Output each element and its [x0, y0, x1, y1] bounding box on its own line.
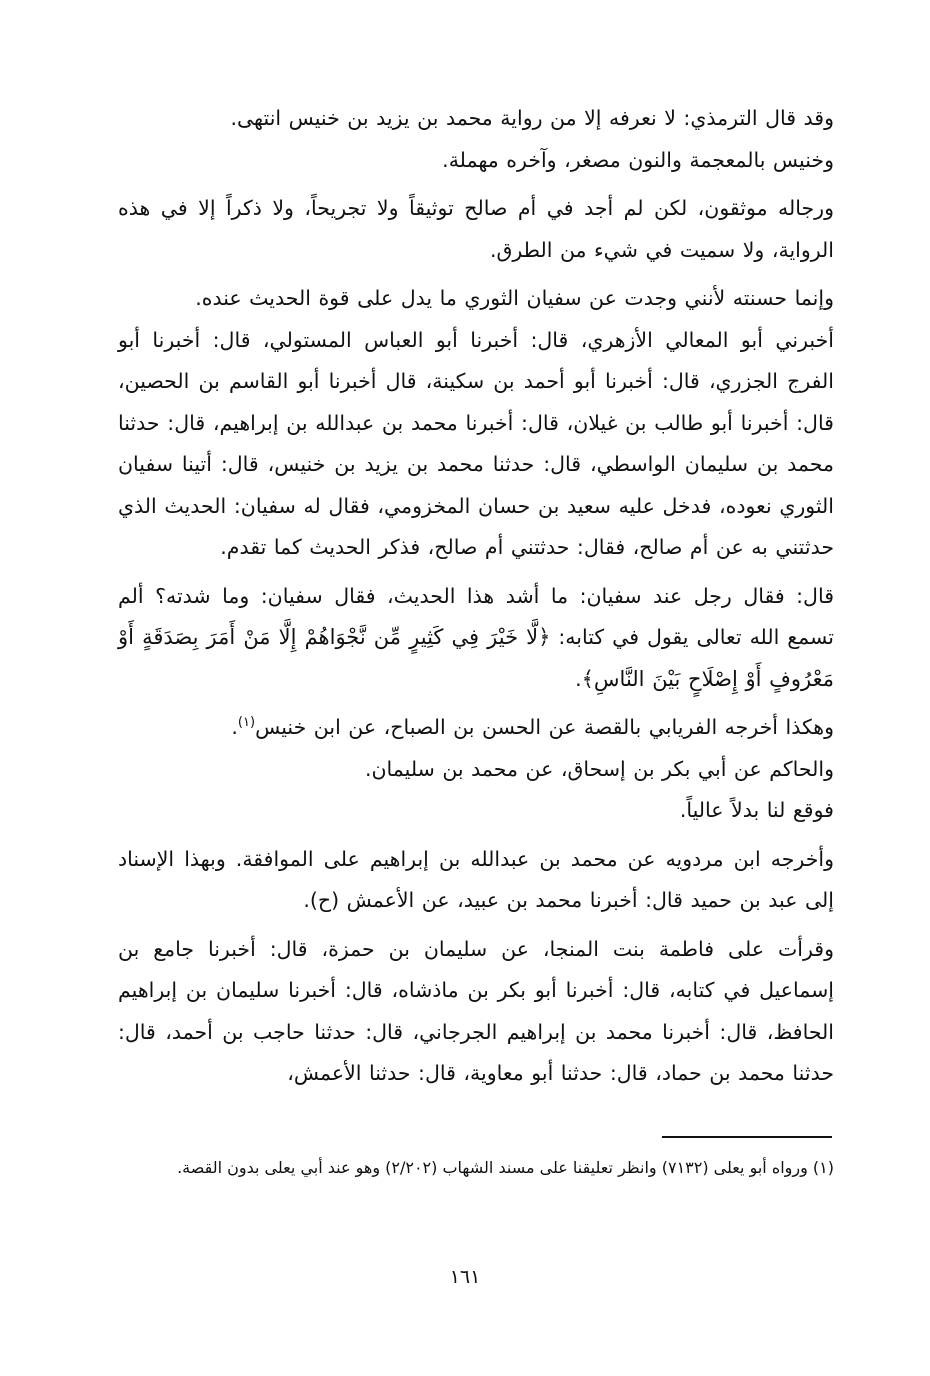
- paragraph: وأخرجه ابن مردويه عن محمد بن عبدالله بن إبراهيم على الموافقة. وبهذا الإسناد إلى عبد بن حميد قال: أخبرنا محمد بن عبيد، عن الأعمش (ح).: [118, 846, 834, 912]
- footnote-ref-end: .: [231, 715, 238, 739]
- footnote-divider: [662, 1136, 832, 1138]
- paragraph: وقرأت على فاطمة بنت المنجا، عن سليمان بن حمزة، قال: أخبرنا جامع بن إسماعيل في كتابه، قال: أخبرنا أبو بكر بن ماذشاه، قال: أخبرنا سليمان بن إبراهيم الحافظ، قال: أخبرنا محمد بن إبراهيم الجرجاني، قال: حدثنا حاجب بن أحمد، قال: حدثنا محمد بن حماد، قال: حدثنا أبو معاوية، قال: حدثنا الأعمش،: [118, 936, 834, 1085]
- paragraph: وإنما حسنته لأنني وجدت عن سفيان الثوري ما يدل على قوة الحديث عنده.: [195, 286, 834, 310]
- paragraph: فوقع لنا بدلاً عالياً.: [679, 798, 834, 822]
- paragraph: وقد قال الترمذي: لا نعرفه إلا من رواية محمد بن يزيد بن خنيس انتهى.: [230, 106, 834, 130]
- main-text: [118, 98, 834, 1095]
- paragraph: ورجاله موثقون، لكن لم أجد في أم صالح توثيقاً ولا تجريحاً، ولا ذكراً إلا في هذه الرواية، ولا سميت في شيء من الطرق.: [118, 196, 834, 262]
- paragraph: وخنيس بالمعجمة والنون مصغر، وآخره مهملة.: [442, 147, 834, 172]
- paragraph: أخبرني أبو المعالي الأزهري، قال: أخبرنا أبو العباس المستولي، قال: أخبرنا أبو الفرج الجزري، قال: أخبرنا أبو أحمد بن سكينة، قال أخبرنا أبو القاسم بن الحصين، قال: أخبرنا أبو طالب بن غيلان، قال: أخبرنا محمد بن عبدالله بن إبراهيم، قال: حدثنا محمد بن سليمان الواسطي، قال: حدثنا محمد بن يزيد بن خنيس، قال: أتينا سفيان الثوري نعوده، فدخل عليه سعيد بن حسان المخزومي، فقال له سفيان: الحديث الذي حدثتني به عن أم صالح، فقال: حدثتني أم صالح، فذكر الحديث كما تقدم.: [118, 327, 834, 559]
- quran-paragraph-text: قال: فقال رجل عند سفيان: ما أشد هذا الحديث، فقال سفيان: وما شدته؟ ألم تسمع الله تعالى يقول في كتابه:: [118, 583, 834, 649]
- footnote: (١) ورواه أبو يعلى (٧١٣٢) وانظر تعليقنا على مسند الشهاب (٢/٢٠٢) وهو عند أبي يعلى بدون القصة.: [177, 1158, 834, 1177]
- paragraph: والحاكم عن أبي بكر بن إسحاق، عن محمد بن سليمان.: [364, 756, 834, 781]
- footnote-ref-paragraph: [118, 707, 834, 749]
- footnotes: [118, 1150, 834, 1186]
- footnote-ref-text: وهكذا أخرجه الفريابي بالقصة عن الحسن بن الصباح، عن ابن خنيس: [255, 715, 834, 739]
- quran-paragraph-end: .: [575, 666, 582, 691]
- page-number: ١٦١: [449, 1266, 481, 1288]
- footnote-marker[interactable]: (١): [237, 715, 256, 731]
- quran-paragraph: [118, 576, 834, 701]
- quran-verse: ﴿لَّا خَيْرَ فِي كَثِيرٍ مِّن نَّجْوَاهُمْ إِلَّا مَنْ أَمَرَ بِصَدَقَةٍ أَوْ مَعْرُوفٍ أَوْ إِصْلَاحٍ بَيْنَ النَّاسِ﴾: [118, 625, 834, 691]
